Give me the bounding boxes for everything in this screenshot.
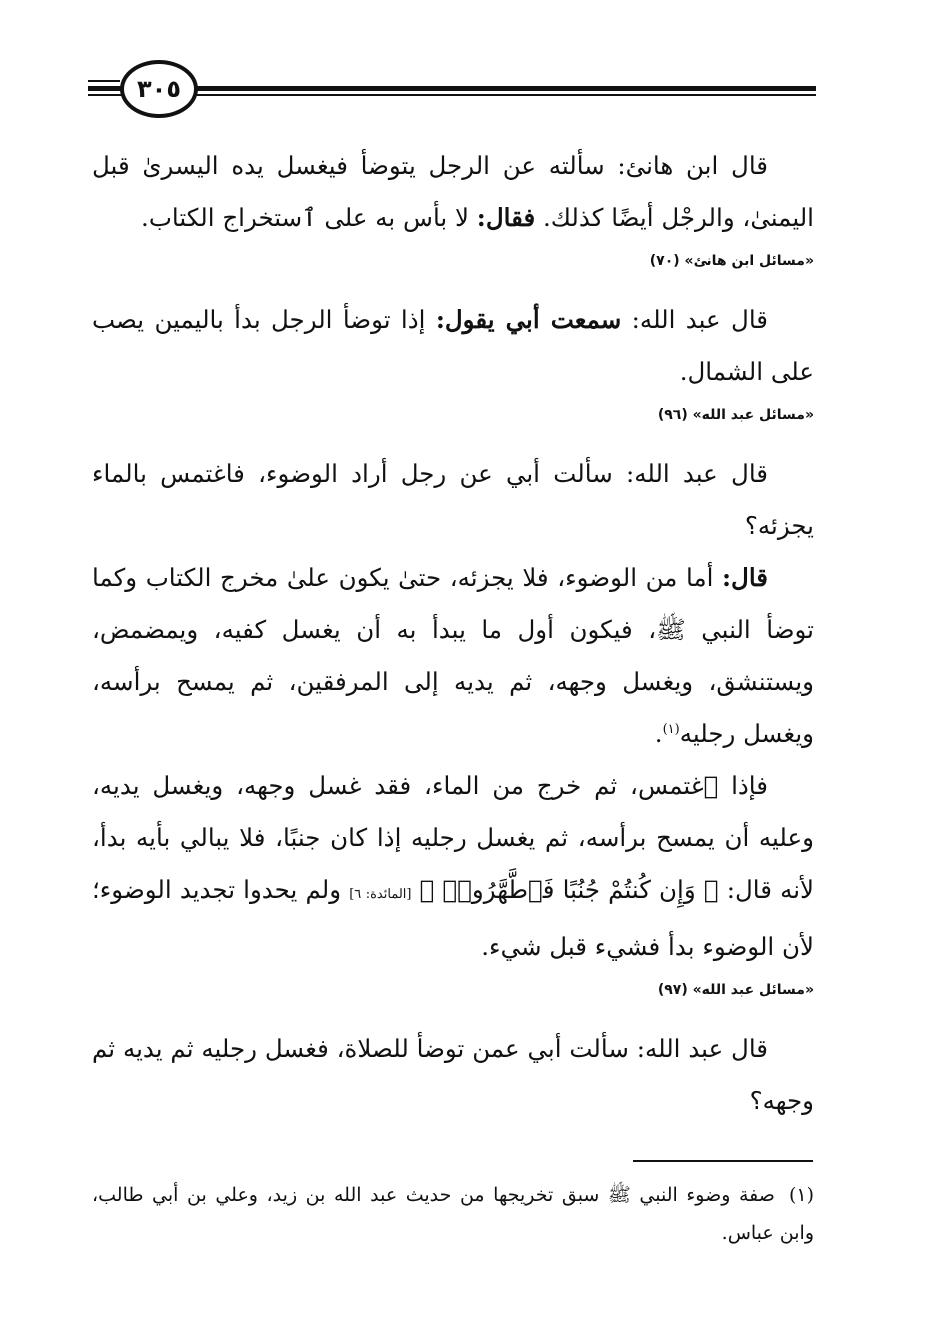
entry-1-paragraph	[92, 140, 814, 244]
footnote-marker: (١)	[662, 721, 680, 737]
entry-1-bold: فقال:	[476, 203, 536, 232]
entry-1-text-end: لا بأس به على ٱستخراج الكتاب.	[141, 203, 477, 232]
footnote-number: (١)	[788, 1184, 814, 1206]
entry-2-bold: سمعت أبي يقول:	[435, 305, 622, 334]
entry-3-question: قال عبد الله: سألت أبي عن رجل أراد الوضوء، فاغتمس بالماء يجزئه؟	[92, 459, 814, 540]
entry-3-answer-text: أما من الوضوء، فلا يجزئه، حتىٰ يكون علىٰ مخرج الكتاب وكما توضأ النبي ﷺ، فيكون أول ما يبدأ به أن يغسل كفيه، ويمضمض، ويستنشق، ويغسل وجهه، ثم يديه إلى المرفقين، ثم يمسح برأسه، ويغسل رجليه	[92, 563, 814, 748]
header-rule-left	[88, 80, 120, 82]
footnote-divider	[633, 1160, 813, 1162]
entry-3-source: «مسائل عبد الله» (٩٧)	[657, 982, 814, 998]
footnote	[92, 1176, 814, 1252]
entry-2-text: قال عبد الله:	[621, 305, 768, 334]
entry-3-answer	[92, 552, 814, 760]
page-body	[92, 140, 814, 1127]
quran-reference: [المائدة: ٦]	[349, 887, 412, 902]
quran-verse: ﴿ وَإِن كُنتُمْ جُنُبًا فَٱطَّهَّرُوا۟ ﴾	[419, 875, 719, 904]
entry-4-paragraph: قال عبد الله: سألت أبي عمن توضأ للصلاة، فغسل رجليه ثم يديه ثم وجهه؟	[92, 1034, 814, 1115]
entry-2-text-end: إذا توضأ الرجل بدأ باليمين يصب على الشمال.	[92, 305, 814, 386]
footnote-text: صفة وضوء النبي ﷺ سبق تخريجها من حديث عبد الله بن زيد، وعلي بن أبي طالب، وابن عباس.	[92, 1184, 814, 1244]
page-number: ٣٠٥	[120, 60, 198, 118]
entry-2-source: «مسائل عبد الله» (٩٦)	[657, 407, 814, 423]
entry-2-paragraph	[92, 294, 814, 398]
entry-3-continuation	[92, 760, 814, 973]
entry-3-answer-end: .	[654, 719, 663, 748]
entry-3-cont-text: فإذا ٱغتمس، ثم خرج من الماء، فقد غسل وجهه، ويغسل يديه، وعليه أن يمسح برأسه، ثم يغسل رجليه إذا كان جنبًا، فلا يبالي بأيه بدأ، لأنه قال:	[92, 771, 814, 904]
entry-3-answer-bold: قال:	[721, 563, 768, 592]
entry-1-text: قال ابن هانئ: سألته عن الرجل يتوضأ فيغسل يده اليسرىٰ قبل اليمنىٰ، والرجْل أيضًا كذلك.	[92, 151, 814, 232]
entry-3-cont-end: ولم يحدوا تجديد الوضوء؛ لأن الوضوء بدأ فشيء قبل شيء.	[92, 875, 814, 961]
entry-1-source: «مسائل ابن هانئ» (٧٠)	[649, 253, 814, 269]
page-header	[88, 58, 816, 122]
